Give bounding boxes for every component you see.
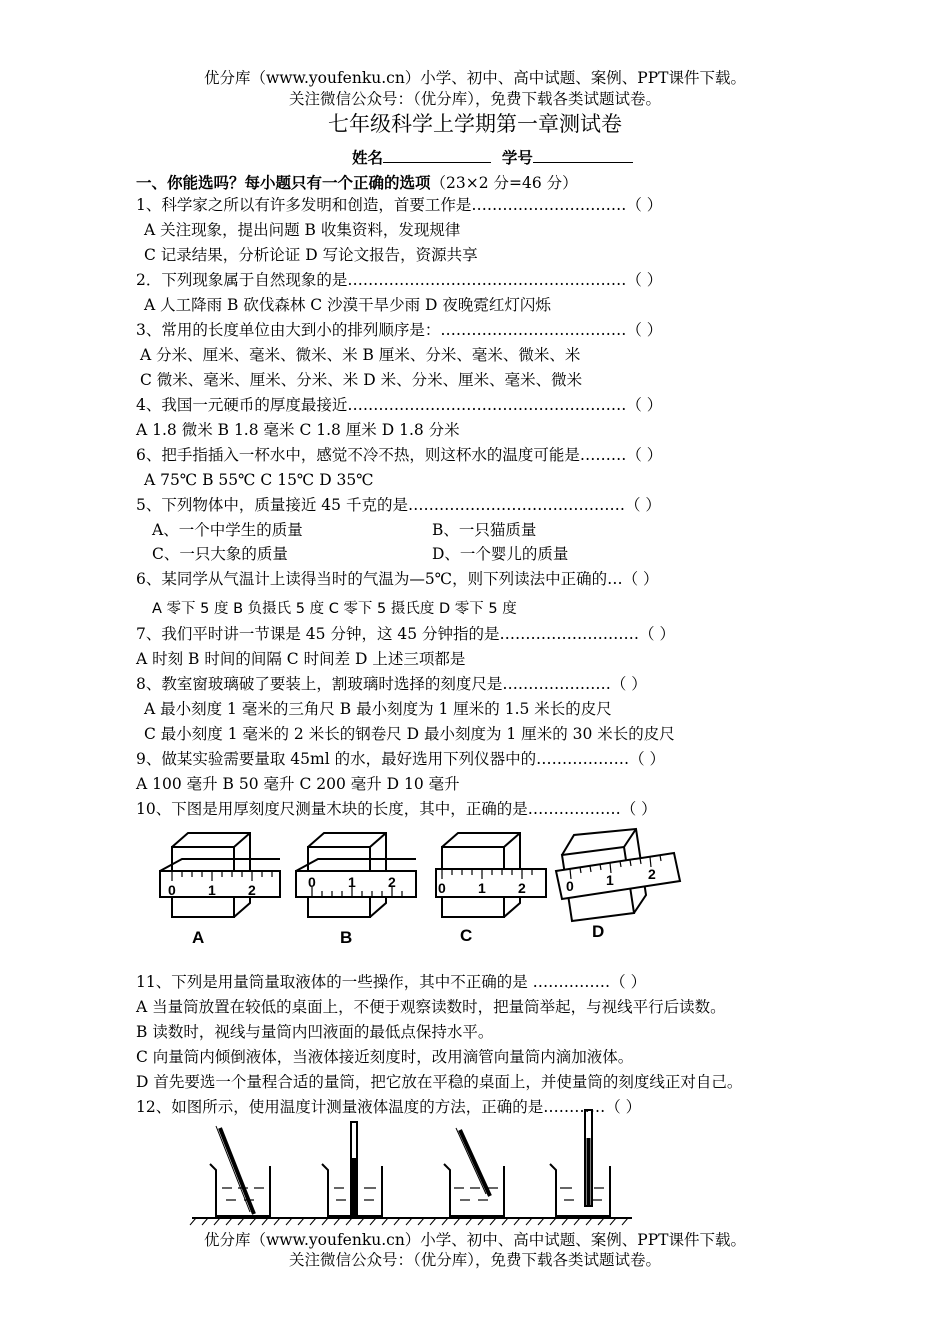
q5-stem: 5、下列物体中，质量接近 45 千克的是……………………………………（ ） [136, 496, 661, 514]
figure-d [556, 829, 680, 921]
figure-b-tick-2: 2 [388, 874, 396, 890]
figure-label-c: C [460, 926, 473, 945]
section-heading [136, 171, 578, 193]
id-label: 学号 [501, 148, 533, 167]
name-label: 姓名 [352, 148, 384, 167]
figure-c-tick-0: 0 [438, 880, 446, 896]
q4-stem: 4、我国一元硬币的厚度最接近………………………………………………（ ） [136, 396, 663, 414]
q9-stem: 9、做某实验需要量取 45ml 的水，最好选用下列仪器中的………………（ ） [136, 750, 666, 768]
figure-label-d: D [592, 922, 605, 941]
q12-figure [188, 1108, 638, 1226]
q8-options-ab: A 最小刻度 1 毫米的三角尺 B 最小刻度为 1 厘米的 1.5 米长的皮尺 [144, 700, 612, 718]
header-line-2: 关注微信公众号：（优分库），免费下载各类试题试卷。 [288, 90, 661, 108]
q11-stem: 11、下列是用量筒量取液体的一些操作，其中不正确的是 ……………（ ） [136, 973, 647, 991]
q7-options: A 时刻 B 时间的间隔 C 时间差 D 上述三项都是 [136, 650, 466, 668]
q11-option-a: A 当量筒放置在较低的桌面上，不便于观察读数时，把量筒举起，与视线平行后读数。 [136, 998, 726, 1016]
section-score: （23×2 分=46 分） [430, 174, 578, 192]
figure-c-tick-2: 2 [518, 880, 526, 896]
figure-a-tick-1: 1 [208, 882, 216, 898]
q11-option-d: D 首先要选一个量程合适的量筒，把它放在平稳的桌面上，并使量筒的刻度线正对自己。 [136, 1073, 743, 1091]
q7-stem: 7、我们平时讲一节课是 45 分钟，这 45 分钟指的是………………………（ ） [136, 625, 675, 643]
q6a-stem: 6、把手指插入一杯水中，感觉不冷不热，则这杯水的温度可能是………（ ） [136, 446, 663, 464]
figure-label-a: A [192, 928, 205, 947]
student-info [352, 146, 633, 168]
footer-line-1: 优分库（www.youfenku.cn）小学、初中、高中试题、案例、PPT课件下载。 [203, 1231, 747, 1249]
q11-option-b: B 读数时，视线与量筒内凹液面的最低点保持水平。 [136, 1023, 494, 1041]
q6b-options: A 零下 5 度 B 负摄氏 5 度 C 零下 5 摄氏度 D 零下 5 度 [152, 601, 517, 617]
figure-label-b: B [340, 928, 353, 947]
beaker-c [444, 1128, 504, 1216]
figure-a [160, 833, 280, 917]
q8-stem: 8、教室窗玻璃破了要装上，割玻璃时选择的刻度尺是…………………（ ） [136, 675, 647, 693]
q5-option-a: A、一个中学生的质量 [152, 521, 303, 539]
q9-options: A 100 毫升 B 50 毫升 C 200 毫升 D 10 毫升 [136, 775, 460, 793]
figure-b-tick-1: 1 [348, 874, 356, 890]
figure-d-tick-2: 2 [648, 866, 656, 882]
q10-stem: 10、下图是用厚刻度尺测量木块的长度，其中，正确的是………………（ ） [136, 800, 657, 818]
q2-stem: 2．下列现象属于自然现象的是………………………………………………（ ） [136, 271, 663, 289]
q3-stem: 3、常用的长度单位由大到小的排列顺序是：………………………………（ ） [136, 321, 663, 339]
q5-option-c: C、一只大象的质量 [152, 545, 288, 563]
q8-options-cd: C 最小刻度 1 毫米的 2 米长的钢卷尺 D 最小刻度为 1 厘米的 30 米长的皮尺 [144, 725, 675, 743]
header-line-1: 优分库（www.youfenku.cn）小学、初中、高中试题、案例、PPT课件下载。 [203, 69, 747, 87]
figure-c [436, 833, 546, 917]
q12-stem: 12、如图所示，使用温度计测量液体温度的方法，正确的是…………（ ） [136, 1098, 642, 1116]
q11-option-c: C 向量筒内倾倒液体，当液体接近刻度时，改用滴管向量筒内滴加液体。 [136, 1048, 634, 1066]
beaker-a [210, 1126, 270, 1216]
q3-options-ab: A 分米、厘米、毫米、微米、米 B 厘米、分米、毫米、微米、米 [140, 346, 581, 364]
q6a-options: A 75℃ B 55℃ C 15℃ D 35℃ [144, 471, 374, 489]
q5-option-b: B、一只猫质量 [432, 521, 537, 539]
id-blank[interactable] [533, 148, 633, 163]
figure-d-tick-1: 1 [606, 872, 614, 888]
beaker-b [322, 1122, 382, 1216]
q6b-stem: 6、某同学从气温计上读得当时的气温为—5℃，则下列读法中正确的…（ ） [136, 570, 659, 588]
q10-figure [150, 825, 690, 950]
q1-options-cd: C 记录结果，分析论证 D 写论文报告，资源共享 [144, 246, 478, 264]
figure-c-tick-1: 1 [478, 880, 486, 896]
footer-line-2: 关注微信公众号：（优分库），免费下载各类试题试卷。 [288, 1251, 661, 1269]
q4-options: A 1.8 微米 B 1.8 毫米 C 1.8 厘米 D 1.8 分米 [136, 421, 460, 439]
figure-a-tick-0: 0 [168, 882, 176, 898]
q1-stem: 1、科学家之所以有许多发明和创造，首要工作是…………………………（ ） [136, 196, 663, 214]
beaker-d [550, 1110, 610, 1216]
figure-a-tick-2: 2 [248, 882, 256, 898]
name-blank[interactable] [383, 148, 491, 163]
q2-options: A 人工降雨 B 砍伐森林 C 沙漠干旱少雨 D 夜晚霓红灯闪烁 [144, 296, 551, 314]
figure-d-tick-0: 0 [566, 878, 574, 894]
figure-b-tick-0: 0 [308, 874, 316, 890]
q5-option-d: D、一个婴儿的质量 [432, 545, 569, 563]
section-heading-text: 一、你能选吗？每小题只有一个正确的选项 [136, 173, 431, 192]
q1-options-ab: A 关注现象，提出问题 B 收集资料，发现规律 [144, 221, 461, 239]
q3-options-cd: C 微米、毫米、厘米、分米、米 D 米、分米、厘米、毫米、微米 [140, 371, 583, 389]
page-title: 七年级科学上学期第一章测试卷 [328, 112, 622, 136]
